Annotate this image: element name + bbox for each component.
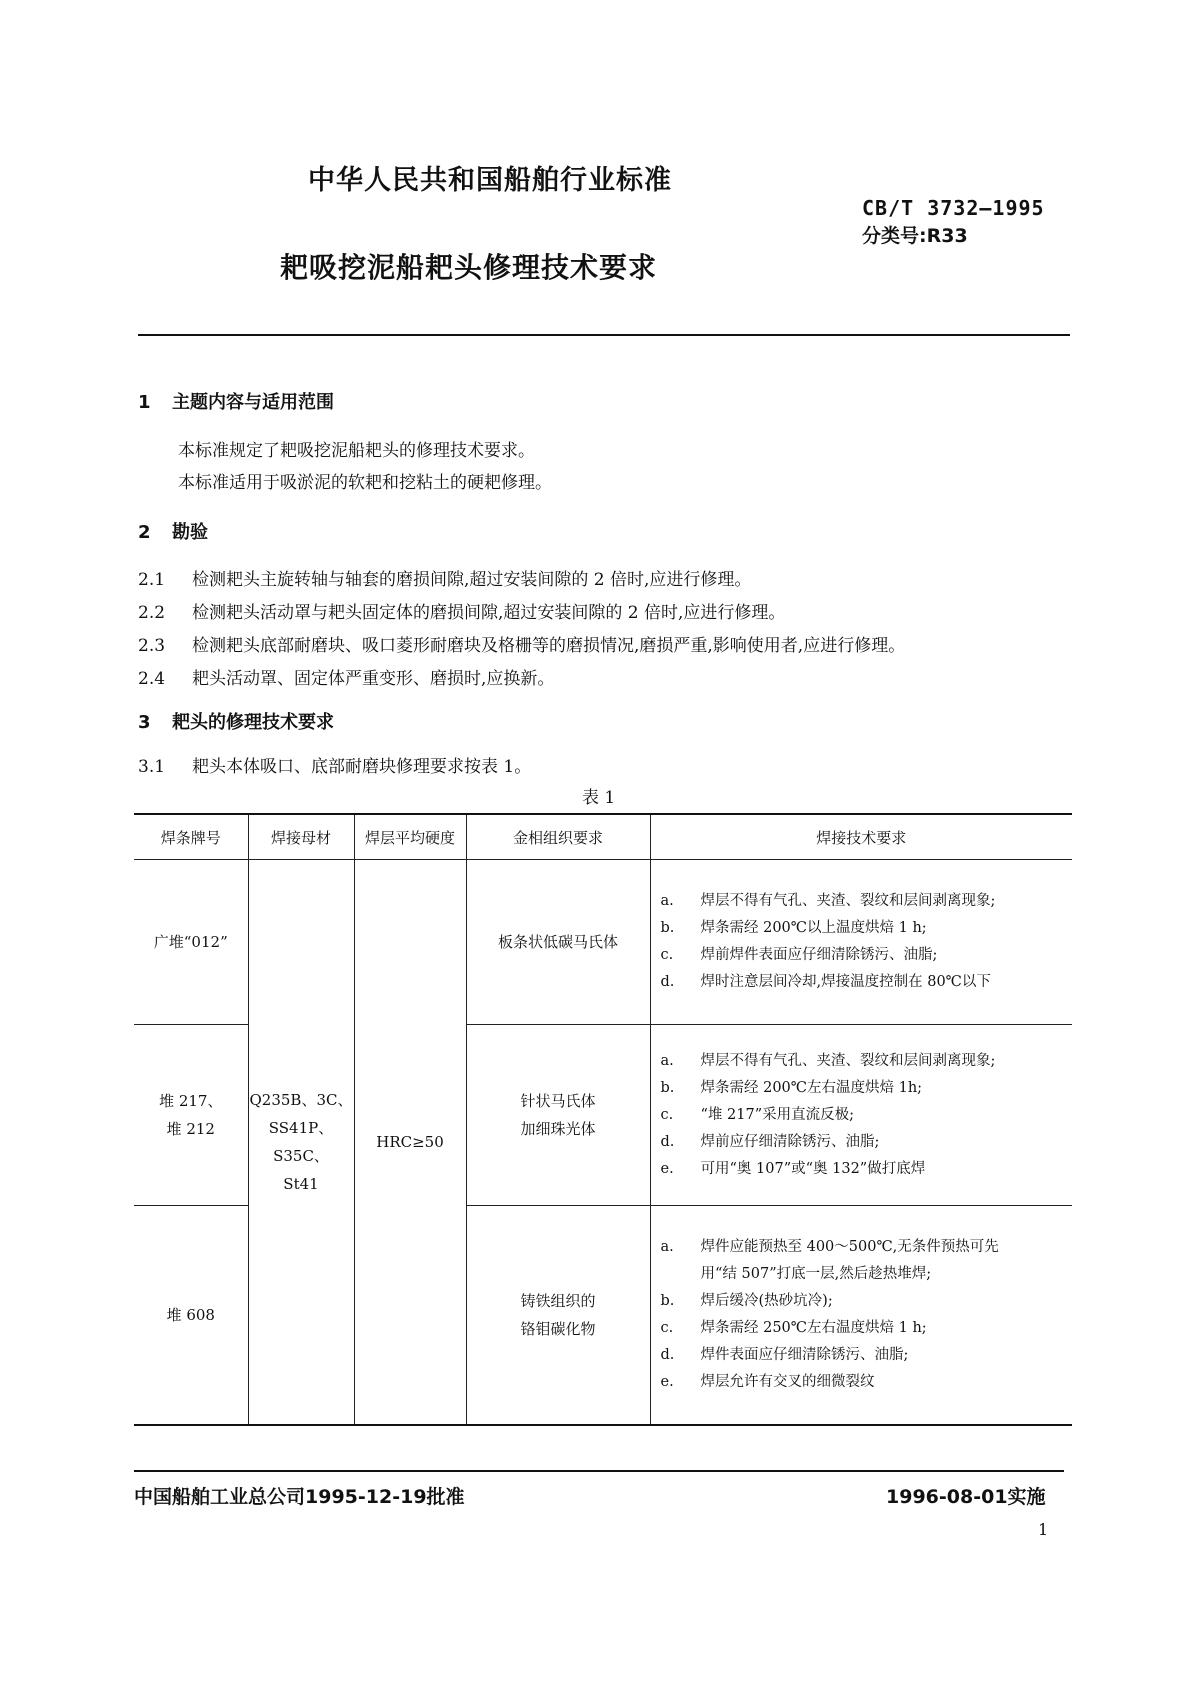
requirement-item: c. 焊条需经 250℃左右温度烘焙 1 h; [660, 1320, 927, 1336]
section-title: 勘验 [172, 522, 208, 543]
section-title: 主题内容与适用范围 [172, 392, 334, 413]
table-caption: 表 1 [582, 788, 616, 808]
base-material-line: S35C、 [273, 1147, 329, 1165]
section-1-heading [138, 388, 334, 414]
column-header: 金相组织要求 [466, 814, 650, 860]
classification-code: 分类号:R33 [862, 225, 968, 247]
section-title: 耙头的修理技术要求 [172, 712, 334, 733]
page-number: 1 [1038, 1520, 1049, 1539]
clause-2-2 [138, 598, 785, 623]
clause-text: 耙头本体吸口、底部耐磨块修理要求按表 1。 [192, 757, 532, 777]
column-header: 焊接技术要求 [650, 814, 1072, 860]
microstructure-line: 铸铁组织的 [520, 1292, 596, 1310]
clause-text: 检测耙头主旋转轴与轴套的磨损间隙,超过安装间隙的 2 倍时,应进行修理。 [192, 570, 752, 590]
section-1-paragraph-2: 本标准适用于吸淤泥的软耙和挖粘土的硬耙修理。 [178, 473, 552, 493]
clause-2-1 [138, 565, 751, 590]
requirement-item: 用“结 507”打底一层,然后趁热堆焊; [700, 1266, 932, 1282]
welding-rod-cell [134, 1206, 248, 1426]
welding-rod-label: 堆 608 [166, 1306, 215, 1324]
welding-rod-cell [134, 860, 248, 1025]
column-header: 焊条牌号 [134, 814, 248, 860]
header-divider [138, 334, 1070, 336]
microstructure-line: 加细珠光体 [520, 1120, 596, 1138]
requirements-cell [650, 860, 1072, 1025]
base-material-line: St41 [283, 1175, 319, 1193]
clause-3-1 [138, 752, 531, 777]
requirement-item: b. 焊条需经 200℃左右温度烘焙 1h; [660, 1079, 923, 1096]
base-material-cell [248, 860, 354, 1426]
base-material-line: SS41P、 [268, 1119, 334, 1137]
table-row [134, 860, 1072, 1025]
clause-text: 检测耙头底部耐磨块、吸口菱形耐磨块及格栅等的磨损情况,磨损严重,影响使用者,应进行修理。 [192, 636, 906, 656]
welding-requirements-table [134, 813, 1072, 1426]
clause-2-3 [138, 631, 905, 656]
welding-rod-label: 堆 217、 [159, 1092, 223, 1110]
approval-info: 中国船舶工业总公司1995-12-19批准 [134, 1486, 465, 1508]
table-header-row [134, 814, 1072, 860]
microstructure-cell [466, 860, 650, 1025]
clause-number: 2.1 [138, 570, 166, 590]
base-material-line: Q235B、3C、 [249, 1091, 353, 1109]
requirements-cell [650, 1206, 1072, 1426]
welding-rod-label: 堆 212 [166, 1120, 215, 1138]
footer-divider [134, 1470, 1064, 1472]
section-number: 2 [138, 522, 151, 543]
microstructure-cell [466, 1025, 650, 1206]
requirement-item: a. 焊层不得有气孔、夹渣、裂纹和层间剥离现象; [660, 1052, 996, 1069]
section-number: 1 [138, 392, 151, 413]
requirement-item: e. 焊层允许有交叉的细微裂纹 [660, 1374, 875, 1390]
clause-text: 耙头活动罩、固定体严重变形、磨损时,应换新。 [192, 669, 555, 689]
column-header: 焊接母材 [248, 814, 354, 860]
microstructure-line: 针状马氏体 [520, 1092, 596, 1110]
requirement-item: d. 焊件表面应仔细清除锈污、油脂; [660, 1347, 909, 1363]
standard-number: CB/T 3732—1995 [862, 196, 1045, 220]
microstructure-line: 铬钼碳化物 [520, 1320, 596, 1338]
welding-rod-cell [134, 1025, 248, 1206]
section-3-heading [138, 708, 334, 734]
document-title: 耙吸挖泥船耙头修理技术要求 [280, 251, 658, 284]
clause-number: 3.1 [138, 757, 166, 777]
clause-2-4 [138, 664, 554, 689]
clause-number: 2.2 [138, 603, 166, 623]
hardness-cell [354, 860, 466, 1426]
standard-category-title: 中华人民共和国船舶行业标准 [308, 165, 672, 196]
microstructure-line: 板条状低碳马氏体 [497, 933, 618, 951]
requirement-item: d. 焊前应仔细清除锈污、油脂; [660, 1133, 880, 1150]
clause-number: 2.3 [138, 636, 166, 656]
requirement-item: d. 焊时注意层间冷却,焊接温度控制在 80℃以下 [660, 974, 991, 990]
requirement-item: e. 可用“奥 107”或“奥 132”做打底焊 [660, 1160, 926, 1177]
requirement-item: c. “堆 217”采用直流反极; [660, 1106, 854, 1123]
requirements-cell [650, 1025, 1072, 1206]
section-2-heading [138, 518, 208, 544]
requirement-item: b. 焊后缓冷(热砂坑冷); [660, 1293, 833, 1309]
section-number: 3 [138, 712, 151, 733]
requirement-item: a. 焊件应能预热至 400～500℃,无条件预热可先 [660, 1239, 999, 1255]
requirement-item: a. 焊层不得有气孔、夹渣、裂纹和层间剥离现象; [660, 893, 996, 909]
requirement-item: b. 焊条需经 200℃以上温度烘焙 1 h; [660, 920, 927, 936]
clause-number: 2.4 [138, 669, 166, 689]
column-header: 焊层平均硬度 [354, 814, 466, 860]
welding-rod-label: 广堆“012” [153, 933, 228, 951]
hardness-value: HRC≥50 [376, 1133, 444, 1151]
effective-date: 1996-08-01实施 [886, 1486, 1046, 1508]
microstructure-cell [466, 1206, 650, 1426]
section-1-paragraph-1: 本标准规定了耙吸挖泥船耙头的修理技术要求。 [178, 441, 535, 461]
requirement-item: c. 焊前焊件表面应仔细清除锈污、油脂; [660, 947, 938, 963]
clause-text: 检测耙头活动罩与耙头固定体的磨损间隙,超过安装间隙的 2 倍时,应进行修理。 [192, 603, 786, 623]
